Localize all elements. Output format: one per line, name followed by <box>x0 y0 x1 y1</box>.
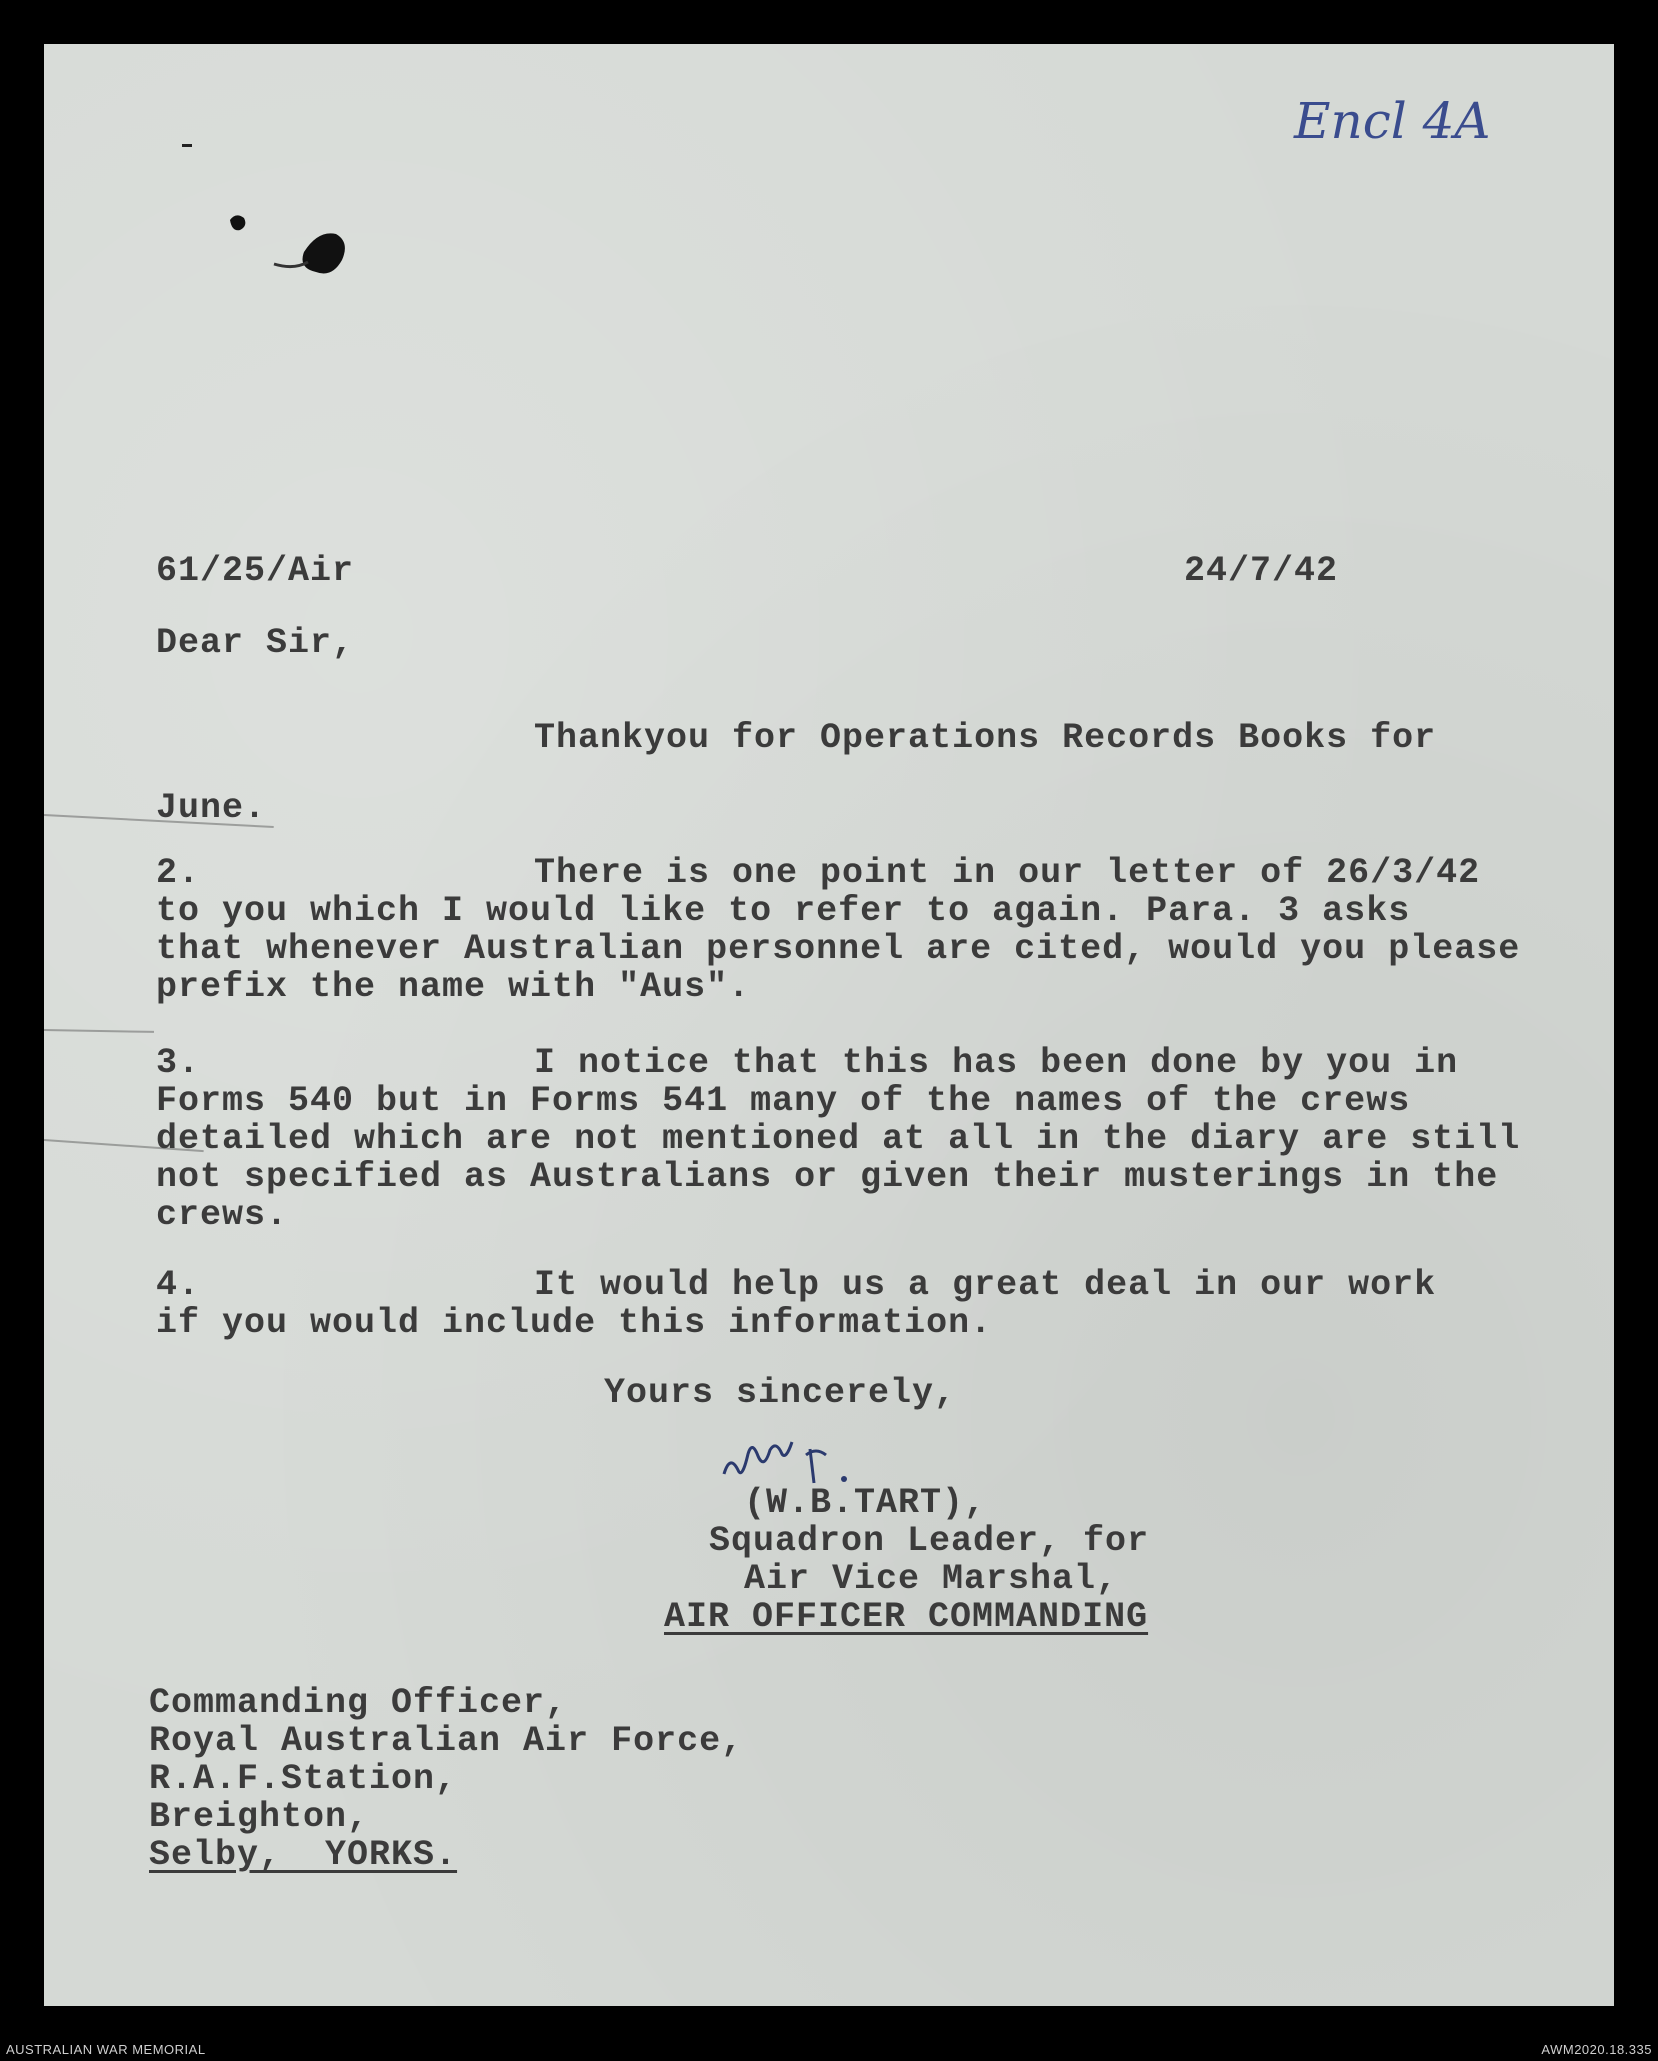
signatory-rank: Squadron Leader, for <box>709 1521 1150 1561</box>
addressee-line: Selby, YORKS. <box>149 1835 458 1875</box>
paragraph-3-line: I notice that this has been done by you in <box>534 1043 1459 1083</box>
paragraph-4-line: if you would include this information. <box>156 1303 993 1343</box>
addressee-line: Royal Australian Air Force, <box>149 1721 744 1761</box>
signatory-for: Air Vice Marshal, <box>744 1559 1119 1599</box>
reference-number: 61/25/Air <box>156 551 355 591</box>
paragraph-3-line: detailed which are not mentioned at all in the diary are still <box>156 1119 1521 1159</box>
paragraph-4-number: 4. <box>156 1265 201 1305</box>
paragraph-2-number: 2. <box>156 853 201 893</box>
footer-institution: AUSTRALIAN WAR MEMORIAL <box>6 2042 206 2057</box>
paragraph-3-line: Forms 540 but in Forms 541 many of the names of the crews <box>156 1081 1411 1121</box>
paragraph-2-line: There is one point in our letter of 26/3/42 <box>534 853 1481 893</box>
paper-crease <box>44 1029 154 1033</box>
ink-blot-marks <box>134 124 394 304</box>
paragraph-2-line: to you which I would like to refer to again. Para. 3 asks <box>156 891 1411 931</box>
paragraph-1-line: Thankyou for Operations Records Books for <box>534 718 1437 758</box>
paragraph-2-line: prefix the name with "Aus". <box>156 967 751 1007</box>
salutation: Dear Sir, <box>156 623 355 663</box>
footer-accession-number: AWM2020.18.335 <box>1541 2042 1652 2057</box>
paragraph-3-number: 3. <box>156 1043 201 1083</box>
document-page <box>44 44 1614 2006</box>
closing: Yours sincerely, <box>604 1373 957 1413</box>
paragraph-1-line: June. <box>156 788 267 828</box>
paragraph-3-line: not specified as Australians or given their musterings in the <box>156 1157 1499 1197</box>
addressee-line: Commanding Officer, <box>149 1683 568 1723</box>
addressee-line: Breighton, <box>149 1797 370 1837</box>
paragraph-3-line: crews. <box>156 1195 289 1235</box>
signatory-title: AIR OFFICER COMMANDING <box>664 1597 1149 1637</box>
letter-date: 24/7/42 <box>1184 551 1339 591</box>
addressee-line: R.A.F.Station, <box>149 1759 458 1799</box>
signatory-name: (W.B.TART), <box>744 1483 987 1523</box>
paragraph-4-line: It would help us a great deal in our work <box>534 1265 1437 1305</box>
handwritten-enclosure-note: Encl 4A <box>1294 92 1491 150</box>
paragraph-2-line: that whenever Australian personnel are cited, would you please <box>156 929 1521 969</box>
